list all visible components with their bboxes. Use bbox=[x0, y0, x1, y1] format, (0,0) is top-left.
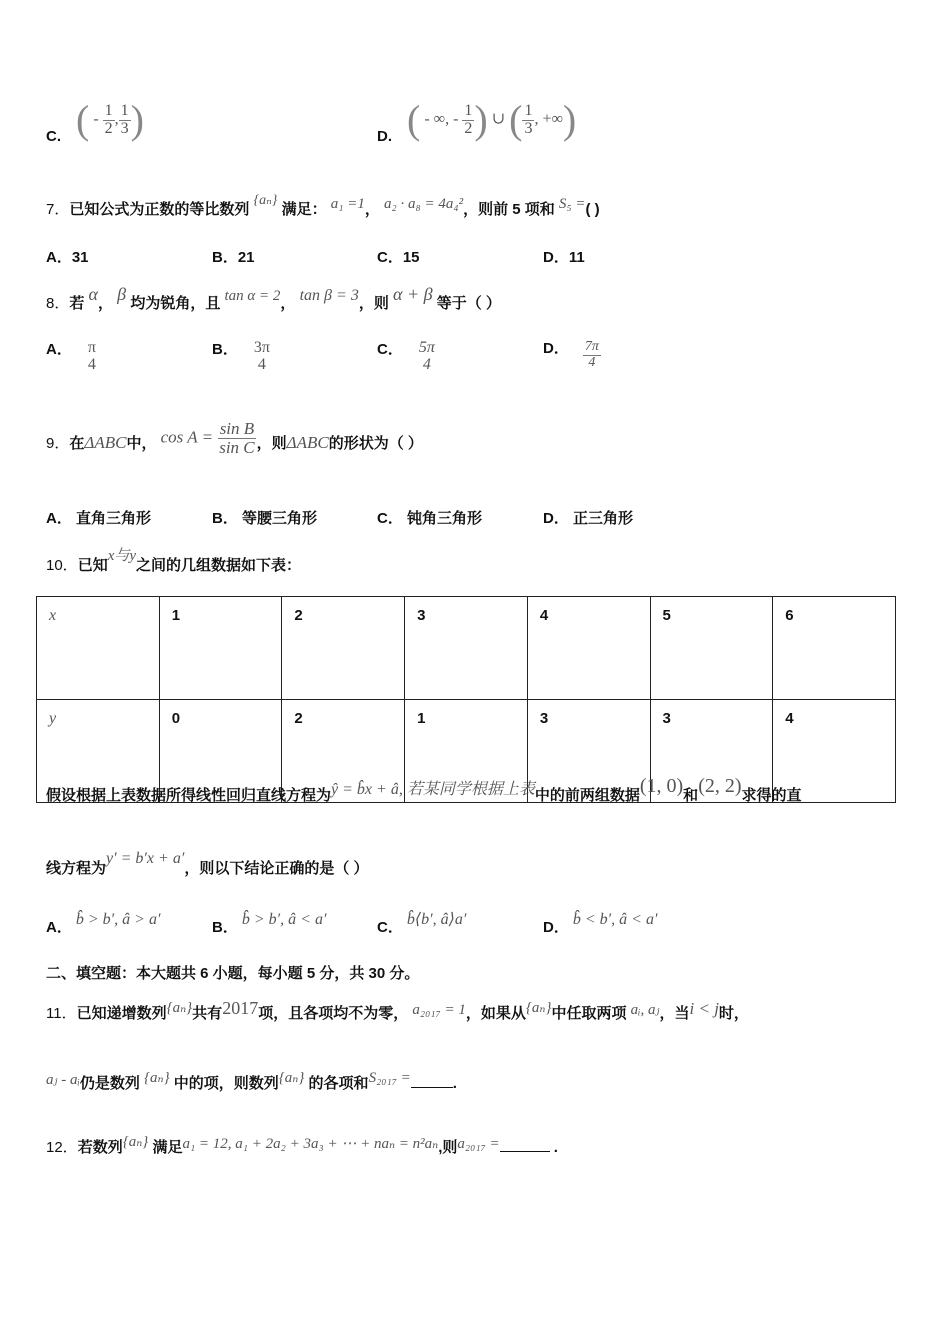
q10-line1-c: 求得的直 bbox=[741, 787, 802, 804]
q9-option-a: A． 直角三角形 bbox=[46, 510, 152, 527]
q10-number: 10． bbox=[46, 557, 78, 574]
q7-seq: {aₙ} bbox=[253, 193, 278, 208]
q8-text-a: 若 bbox=[69, 295, 85, 312]
q9-number: 9． bbox=[46, 435, 70, 453]
q11-line1 bbox=[46, 998, 749, 1023]
q10-text-a: 已知 bbox=[77, 557, 108, 574]
table-cell: 6 bbox=[773, 597, 896, 700]
q8-option-b: B． 3π 4 bbox=[212, 339, 270, 373]
q9-option-d: D． 正三角形 bbox=[543, 510, 634, 527]
q9-text-c: ，则 bbox=[256, 435, 287, 453]
q6-option-c-label: C. bbox=[46, 128, 61, 145]
q11-text-i: 中的项，则数列 bbox=[173, 1075, 279, 1092]
q11-line2 bbox=[46, 1072, 457, 1093]
q11-seq-3: {aₙ} bbox=[144, 1070, 170, 1086]
q7-text-b: 满足： bbox=[281, 201, 327, 218]
q11-sum: S₂₀₁₇ = bbox=[368, 1070, 411, 1086]
q10-stem bbox=[46, 548, 302, 575]
q12-line bbox=[46, 1136, 558, 1157]
q7-option-b: B．21 bbox=[212, 249, 255, 266]
q9-fraction: $\frac{\text{sin B}}{\text{sin C}}$ bbox=[219, 419, 255, 457]
q11-text-g: 时， bbox=[718, 1005, 749, 1022]
q12-text-b: 满足 bbox=[152, 1139, 183, 1156]
q9-triangle: ΔABC bbox=[84, 433, 127, 453]
q10-vars: x与y bbox=[107, 548, 137, 564]
q12-cond: a₁ = 12, a₁ + 2a₂ + 3a₃ + ⋯ + naₙ = n²aₙ bbox=[182, 1136, 439, 1152]
q7-number: 7． bbox=[46, 201, 70, 218]
q8-beta: β bbox=[117, 284, 127, 304]
q10-point1: (1, 0) bbox=[639, 775, 684, 797]
q8-number: 8． bbox=[46, 295, 70, 312]
table-row bbox=[37, 597, 896, 700]
q7-option-d: D．11 bbox=[543, 249, 585, 266]
table-cell: 4 bbox=[773, 700, 896, 803]
table-cell: 3 bbox=[527, 700, 650, 803]
table-cell: 2 bbox=[282, 700, 405, 803]
q7-text-d: ，则前 5 项和 bbox=[463, 201, 555, 218]
q10-line2-b: ，则以下结论正确的是（ ） bbox=[184, 860, 369, 877]
q9-triangle-2: ΔABC bbox=[286, 433, 329, 453]
q11-text-b: 共有 bbox=[192, 1005, 223, 1022]
table-cell: 1 bbox=[159, 597, 282, 700]
q12-seq: {aₙ} bbox=[122, 1134, 149, 1150]
q8-comma: ， bbox=[97, 295, 113, 312]
q8-tan-alpha: tan α = 2 bbox=[224, 288, 281, 304]
q9-text-a: 在 bbox=[69, 435, 85, 453]
q6-option-c-expr: ( - $\frac{1}{2}$ , $\frac{1}{3}$ ) bbox=[76, 97, 144, 142]
q8-option-c: C． 5π 4 bbox=[377, 339, 435, 373]
q11-count: 2017 bbox=[222, 998, 259, 1018]
q6-option-d-label: D. bbox=[377, 128, 392, 145]
q11-diff: aⱼ - aᵢ bbox=[46, 1072, 80, 1088]
q9-text-b: 中， bbox=[126, 435, 157, 453]
q7-text-e: ( ) bbox=[585, 201, 600, 218]
q9-option-b: B． 等腰三角形 bbox=[212, 510, 318, 527]
table-header-x: x bbox=[37, 597, 160, 700]
q12-target: a₂₀₁₇ = bbox=[457, 1136, 500, 1152]
table-cell: 3 bbox=[650, 700, 773, 803]
q9-lhs: cos A = bbox=[160, 427, 214, 447]
q10-line2 bbox=[46, 850, 369, 878]
q11-end: . bbox=[452, 1075, 457, 1092]
q10-option-c: C． b̂⟨b′, â⟩a′ bbox=[377, 911, 467, 936]
table-cell: 1 bbox=[405, 700, 528, 803]
q6-option-d-expr: ( - ∞, - $\frac{1}{2}$ ) ∪ ( $\frac{1}{3}$ , +∞) bbox=[407, 97, 577, 142]
q10-text-b: 之间的几组数据如下表： bbox=[136, 557, 302, 574]
q7-option-c: C．15 bbox=[377, 249, 420, 266]
q8-tan-beta: tan β = 3 bbox=[299, 287, 359, 304]
q10-option-a: A． b̂ > b′, â > a′ bbox=[46, 911, 161, 936]
q8-sum: α + β bbox=[393, 284, 433, 304]
q8-alpha: α bbox=[88, 284, 98, 304]
q10-and: 和 bbox=[683, 787, 699, 804]
q11-seq-2: {aₙ} bbox=[525, 1000, 552, 1016]
q11-pair: aᵢ, aⱼ bbox=[630, 1002, 660, 1018]
q8-stem bbox=[46, 284, 501, 313]
q12-text-c: ,则 bbox=[438, 1139, 458, 1156]
q12-text-a: 若数列 bbox=[77, 1139, 123, 1156]
q8-text-c: ，则 bbox=[358, 295, 389, 312]
q10-line1-a: 假设根据上表数据所得线性回归直线方程为 bbox=[46, 787, 332, 804]
q7-cond2: a₂ · a₈ = 4a₄² bbox=[384, 196, 464, 212]
q11-ij: i < j bbox=[689, 999, 719, 1018]
q11-answer-blank[interactable] bbox=[411, 1087, 453, 1088]
table-cell: 3 bbox=[405, 597, 528, 700]
table-header-y: y bbox=[37, 700, 160, 803]
q11-seq-4: {aₙ} bbox=[278, 1070, 305, 1086]
q7-stem bbox=[46, 193, 600, 219]
q11-text-e: 中任取两项 bbox=[551, 1005, 627, 1022]
q8-text-b: 均为锐角，且 bbox=[130, 295, 221, 312]
q11-seq: {aₙ} bbox=[166, 1000, 193, 1016]
q8-option-a: A． π 4 bbox=[46, 339, 96, 373]
q10-line1 bbox=[46, 775, 802, 806]
section-2-title: 二、填空题：本大题共 6 小题，每小题 5 分，共 30 分。 bbox=[46, 965, 420, 982]
q7-sum: S₅ = bbox=[558, 196, 586, 212]
q11-text-c: 项，且各项均不为零， bbox=[258, 1005, 409, 1022]
q7-cond1: a₁ =1 bbox=[330, 196, 365, 212]
q11-text-a: 已知递增数列 bbox=[76, 1005, 167, 1022]
q12-answer-blank[interactable] bbox=[500, 1151, 550, 1152]
table-cell: 4 bbox=[527, 597, 650, 700]
q9-option-c: C． 钝角三角形 bbox=[377, 510, 483, 527]
q11-cond: a₂₀₁₇ = 1 bbox=[412, 1002, 466, 1018]
table-cell: 2 bbox=[282, 597, 405, 700]
q11-number: 11． bbox=[46, 1005, 77, 1022]
q11-text-h: 仍是数列 bbox=[79, 1075, 140, 1092]
table-cell: 0 bbox=[159, 700, 282, 803]
q10-data-table bbox=[36, 596, 896, 803]
q7-text-c: ， bbox=[364, 201, 380, 218]
table-cell: 5 bbox=[650, 597, 773, 700]
q7-option-a: A．31 bbox=[46, 249, 89, 266]
q8-text-d: 等于（ ） bbox=[436, 295, 501, 312]
q10-option-d: D． b̂ < b′, â < a′ bbox=[543, 911, 658, 936]
q8-comma-2: ， bbox=[280, 295, 296, 312]
q10-line1-b: 中的前两组数据 bbox=[534, 787, 640, 804]
q9-stem bbox=[46, 420, 423, 457]
q10-eq2: y′ = b′x + a′ bbox=[106, 850, 185, 867]
q11-text-d: ，如果从 bbox=[465, 1005, 526, 1022]
q11-text-f: ，当 bbox=[659, 1005, 690, 1022]
q12-end: . bbox=[553, 1139, 558, 1156]
q10-eq1: ŷ = b̂x + â, 若某同学根据上表 bbox=[331, 781, 535, 798]
q12-number: 12． bbox=[46, 1139, 78, 1156]
q10-point2: (2, 2) bbox=[698, 775, 742, 797]
q9-text-d: 的形状为（ ） bbox=[328, 435, 423, 453]
q10-line2-a: 线方程为 bbox=[46, 860, 107, 877]
q11-text-j: 的各项和 bbox=[308, 1075, 369, 1092]
q10-option-b: B． b̂ > b′, â < a′ bbox=[212, 911, 327, 936]
q7-text-a: 已知公式为正数的等比数列 bbox=[69, 201, 250, 218]
q8-option-d: D． $\frac{7\pi}{4}$ bbox=[543, 339, 599, 370]
